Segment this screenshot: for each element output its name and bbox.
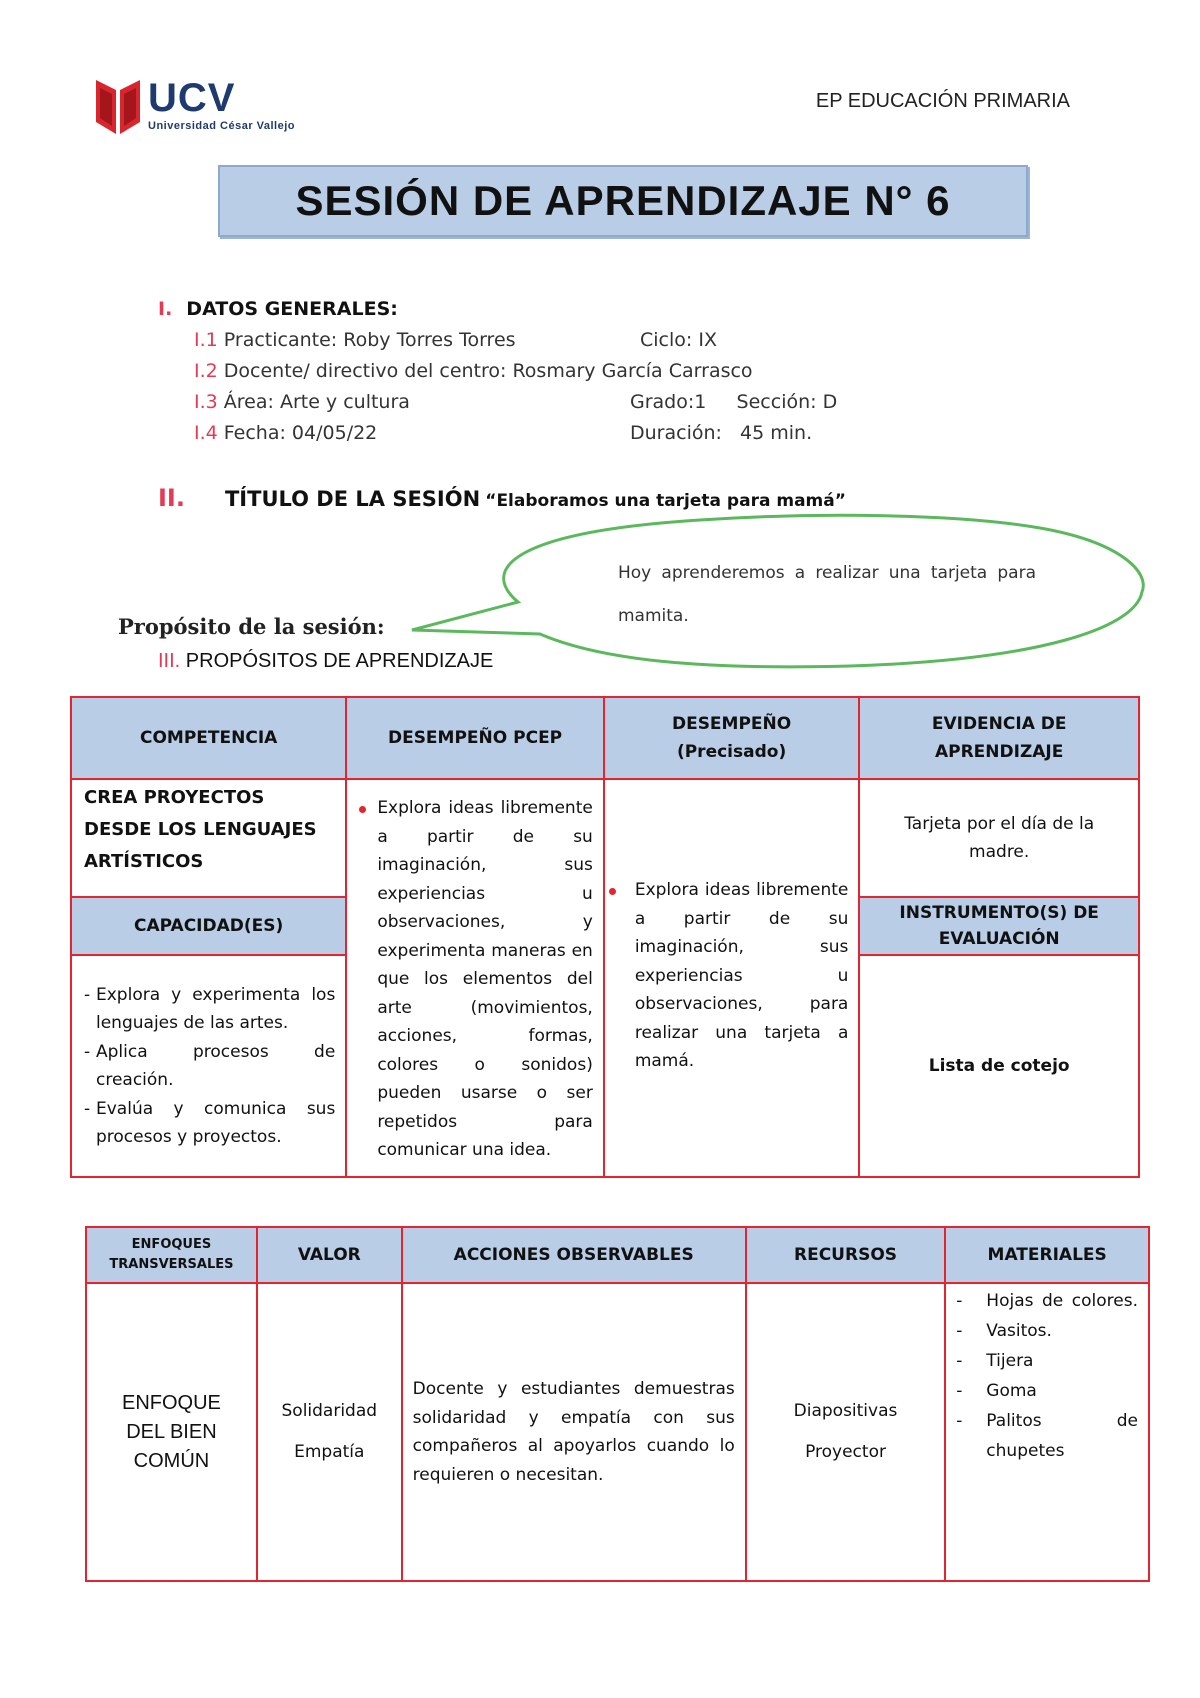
capacidades-list — [72, 981, 345, 1152]
header-evidencia: EVIDENCIA DE APRENDIZAJE — [859, 697, 1139, 779]
header-instrumentos: INSTRUMENTO(S) DE EVALUACIÓN — [859, 897, 1139, 955]
dato-label: Docente/ directivo del centro: Rosmary García Carrasco — [223, 360, 753, 382]
material-item — [946, 1286, 1148, 1316]
recursos-cell — [746, 1283, 946, 1581]
desempeno-precisado-text: Explora ideas libremente a partir de su imaginación, sus experiencias u observaciones, para realizar una tarjeta a mamá. — [634, 880, 849, 1071]
header-enfoques: ENFOQUES TRANSVERSALES — [86, 1227, 257, 1283]
material-item — [946, 1316, 1148, 1346]
propositos-table — [70, 696, 1140, 1178]
instrumento-cell: Lista de cotejo — [859, 955, 1139, 1177]
enfoque-cell: ENFOQUE DEL BIEN COMÚN — [86, 1283, 257, 1581]
dato-row — [194, 360, 753, 382]
material-text: Vasitos. — [986, 1321, 1052, 1341]
proposito-label: Propósito de la sesión: — [118, 614, 385, 639]
valor-2: Empatía — [294, 1442, 365, 1462]
dato-row — [194, 329, 516, 351]
dato-number: I.2 — [194, 360, 218, 382]
ucv-shield-icon — [94, 76, 142, 136]
material-label: Hojas de colores. — [986, 1291, 1138, 1311]
dash-icon: - — [956, 1411, 963, 1431]
header-desempeno-label: DESEMPEÑO — [671, 714, 792, 734]
dash-icon: - — [84, 1041, 91, 1062]
header-materiales: MATERIALES — [945, 1227, 1149, 1283]
header-recursos: RECURSOS — [746, 1227, 946, 1283]
program-label: EP EDUCACIÓN PRIMARIA — [815, 90, 1070, 112]
section-titulo — [158, 484, 846, 512]
materiales-cell — [945, 1283, 1149, 1581]
desempeno-precisado-cell — [604, 779, 860, 1177]
header-valor: VALOR — [257, 1227, 402, 1283]
recurso-1: Diapositivas — [793, 1401, 898, 1421]
material-item — [946, 1406, 1148, 1466]
dash-icon: - — [84, 1098, 91, 1119]
capacidad-text: Explora y experimenta los lenguajes de las artes. — [96, 984, 336, 1033]
dash-icon: - — [956, 1381, 963, 1401]
material-text: Goma — [986, 1381, 1037, 1401]
header-precisado-label: (Precisado) — [676, 742, 787, 762]
session-title: “Elaboramos una tarjeta para mamá” — [485, 491, 846, 511]
competencia-cell: CREA PROYECTOS DESDE LOS LENGUAJES ARTÍSTICOS — [71, 779, 346, 897]
material-text: Palitos de chupetes — [986, 1411, 1138, 1461]
capacidad-item — [84, 981, 335, 1038]
dato-label: Fecha: 04/05/22 — [223, 422, 378, 444]
header-desempeno-precisado — [604, 697, 860, 779]
recurso-2: Proyector — [805, 1442, 886, 1462]
desempeno-pcep-text: Explora ideas libremente a partir de su imaginación, sus experiencias u observaciones, y experimenta maneras en que los elementos del arte (movimientos, acciones, formas, colores o sonidos) pueden usarse o ser repetidos para comunicar una idea. — [377, 798, 593, 1160]
section-heading: TÍTULO DE LA SESIÓN — [224, 487, 481, 511]
dato-extra: Ciclo: IX — [640, 329, 717, 351]
evidencia-cell: Tarjeta por el día de la madre. — [859, 779, 1139, 897]
dato-label: Área: Arte y cultura — [223, 391, 410, 413]
dash-icon: - — [956, 1291, 963, 1311]
dash-icon: - — [956, 1321, 963, 1341]
capacidad-text: Aplica procesos de creación. — [96, 1041, 336, 1090]
bullet-icon — [359, 806, 366, 813]
section-heading: PROPÓSITOS DE APRENDIZAJE — [185, 650, 494, 672]
material-text — [986, 1286, 1148, 1316]
capacidad-item — [84, 1038, 335, 1095]
bubble-text: Hoy aprenderemos a realizar una tarjeta para mamita. — [618, 563, 1036, 626]
dato-row — [194, 422, 377, 444]
dato-extra: Duración: 45 min. — [630, 422, 813, 444]
capacidades-cell — [71, 955, 346, 1177]
enfoques-table — [85, 1226, 1150, 1582]
header-desempeno-pcep: DESEMPEÑO PCEP — [346, 697, 604, 779]
capacidad-item — [84, 1095, 335, 1152]
header-acciones: ACCIONES OBSERVABLES — [402, 1227, 746, 1283]
dash-icon: - — [956, 1351, 963, 1371]
dato-number: I.3 — [194, 391, 218, 413]
page-title: SESIÓN DE APRENDIZAJE N° 6 — [295, 177, 951, 224]
acciones-text: Docente y estudiantes demuestras solidaridad y empatía con sus compañeros al apoyarlos cuando lo requieren o necesitan. — [412, 1379, 735, 1485]
material-item — [946, 1376, 1148, 1406]
section-datos-generales — [158, 298, 398, 320]
material-text: Tijera — [986, 1351, 1034, 1371]
valor-cell — [257, 1283, 402, 1581]
logo-subtitle: Universidad César Vallejo — [148, 120, 296, 132]
material-item — [946, 1346, 1148, 1376]
dato-row — [194, 391, 410, 413]
bullet-icon — [609, 888, 616, 895]
dato-label: Practicante: Roby Torres Torres — [223, 329, 516, 351]
logo-text: UCV — [148, 76, 236, 120]
acciones-cell — [402, 1283, 746, 1581]
section-propositos — [158, 650, 493, 673]
valor-1: Solidaridad — [281, 1401, 378, 1421]
capacidad-text: Evalúa y comunica sus procesos y proyectos. — [96, 1098, 336, 1147]
section-number: III. — [158, 650, 181, 672]
header-competencia: COMPETENCIA — [71, 697, 346, 779]
header-capacidades: CAPACIDAD(ES) — [71, 897, 346, 955]
ucv-logo — [94, 76, 324, 140]
dato-number: I.4 — [194, 422, 218, 444]
section-number: II. — [158, 484, 185, 512]
dato-extra: Grado:1 Sección: D — [630, 391, 838, 413]
title-box — [218, 165, 1028, 237]
dato-number: I.1 — [194, 329, 218, 351]
section-heading: DATOS GENERALES: — [186, 298, 398, 320]
dash-icon: - — [84, 984, 91, 1005]
section-number: I. — [158, 298, 173, 320]
desempeno-pcep-cell — [346, 779, 604, 1177]
